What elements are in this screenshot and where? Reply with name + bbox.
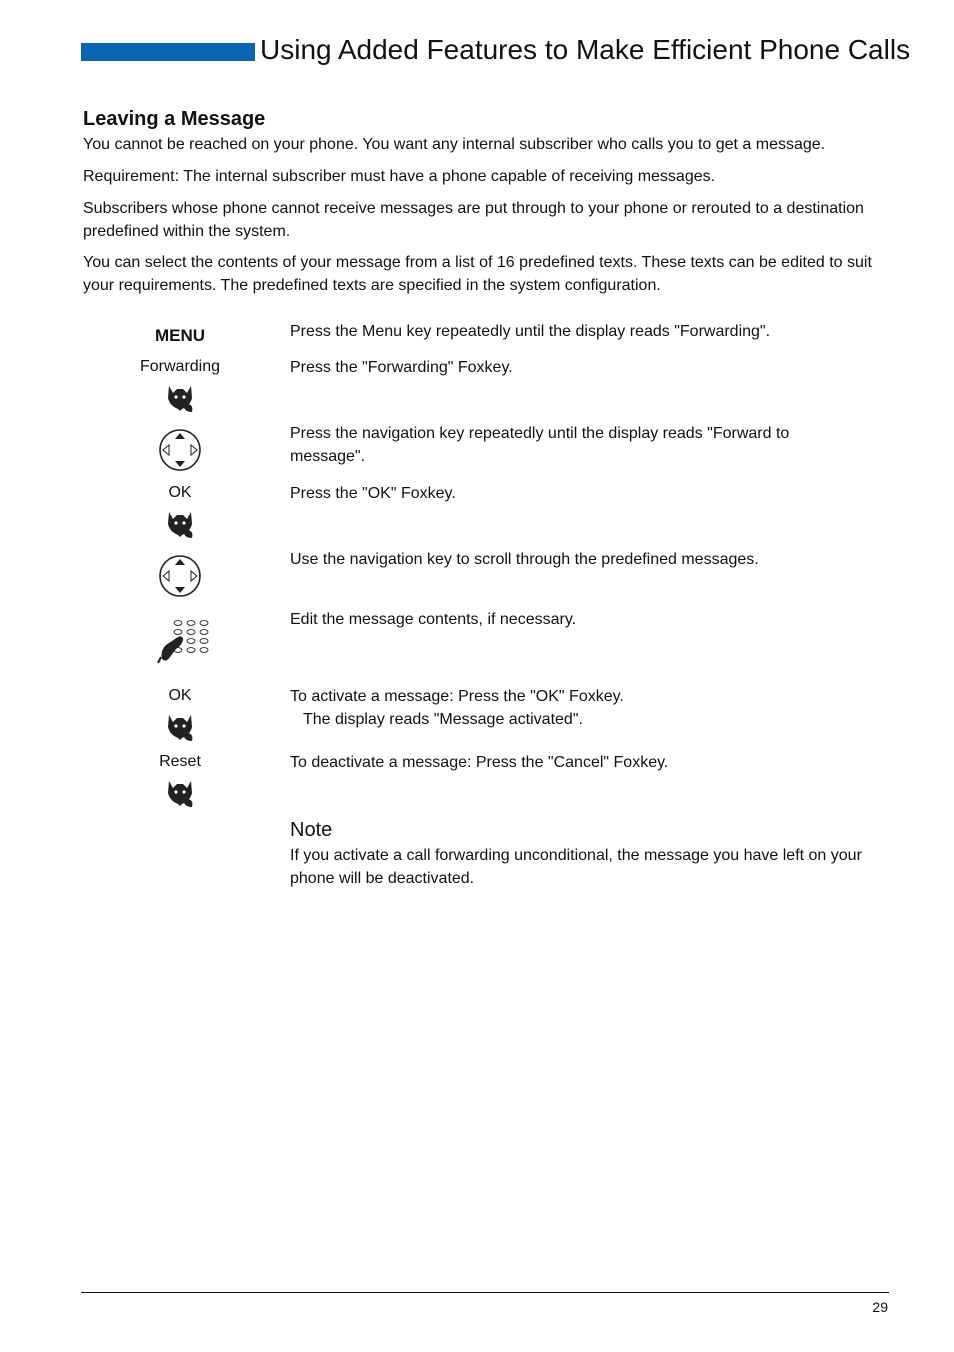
predefined-texts-paragraph: You can select the contents of your message from a list of 16 predefined texts. These texts can be edited to suit your requirements. The predefined texts are specified in the system configuration. — [83, 254, 872, 294]
section-heading: Leaving a Message — [83, 108, 266, 130]
requirement-paragraph: Requirement: The internal subscriber must have a phone capable of receiving messages. — [83, 168, 716, 185]
keypad-icon — [156, 615, 204, 665]
note-title: Note — [290, 819, 333, 841]
subscriber-paragraph: Subscribers whose phone cannot receive messages are put through to your phone or rerouted to a destination predefined within the system. — [83, 200, 864, 240]
page-title: Using Added Features to Make Efficient Phone Calls — [260, 34, 911, 65]
step-label-ok: OK — [168, 484, 192, 501]
step-label-reset: Reset — [159, 753, 201, 770]
footer-divider — [81, 1292, 889, 1293]
navigation-key-icon — [156, 426, 204, 474]
step-subtext: The display reads "Message activated". — [303, 711, 583, 728]
foxkey-icon — [156, 777, 204, 825]
step-description: Use the navigation key to scroll through the predefined messages. — [290, 551, 759, 568]
foxkey-icon — [156, 382, 204, 430]
page-number: 29 — [872, 1299, 888, 1315]
header-accent-bar — [81, 43, 255, 61]
intro-paragraph: You cannot be reached on your phone. You want any internal subscriber who calls you to get a message. — [83, 136, 826, 153]
step-description: Press the navigation key repeatedly until the display reads "Forward to message". — [290, 425, 790, 465]
step-description: To deactivate a message: Press the "Cancel" Foxkey. — [290, 754, 669, 771]
navigation-key-icon — [156, 552, 204, 600]
step-description: Edit the message contents, if necessary. — [290, 611, 577, 628]
step-description: Press the "Forwarding" Foxkey. — [290, 359, 513, 376]
step-label-forwarding: Forwarding — [139, 358, 221, 375]
step-label-menu: MENU — [154, 326, 206, 345]
step-description: Press the Menu key repeatedly until the display reads "Forwarding". — [290, 323, 771, 340]
foxkey-icon — [156, 508, 204, 556]
step-label-ok: OK — [168, 687, 192, 704]
note-text: If you activate a call forwarding unconditional, the message you have left on your phone will be deactivated. — [290, 847, 862, 887]
step-description: Press the "OK" Foxkey. — [290, 485, 456, 502]
step-description: To activate a message: Press the "OK" Foxkey. — [290, 688, 624, 705]
